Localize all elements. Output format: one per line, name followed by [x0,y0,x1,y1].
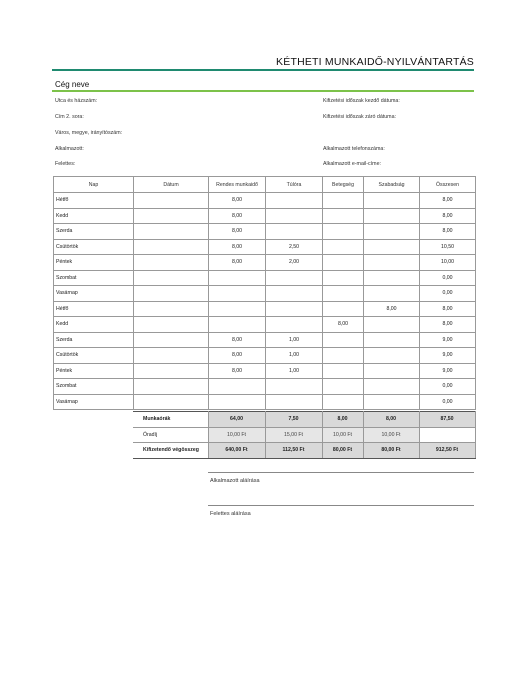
cell-total: 0,00 [420,270,476,286]
cell-day: Csütörtök [54,348,134,364]
summary-rate-row [133,427,475,443]
cell-overtime[interactable]: 1,00 [266,332,323,348]
summary-rate-regular[interactable]: 10,00 Ft [208,427,265,443]
cell-overtime[interactable]: 2,50 [266,239,323,255]
header-sick: Betegség [323,177,364,193]
cell-day: Szerda [54,224,134,240]
cell-date[interactable] [134,363,209,379]
employee-phone-label: Alkalmazott telefonszáma: [323,146,385,152]
summary-table [133,411,476,459]
cell-vacation[interactable] [364,363,420,379]
cell-date[interactable] [134,317,209,333]
cell-overtime[interactable] [266,208,323,224]
cell-regular[interactable]: 8,00 [209,255,266,271]
cell-date[interactable] [134,208,209,224]
cell-sick[interactable] [323,363,364,379]
cell-total: 9,00 [420,363,476,379]
summary-total-vacation: 80,00 Ft [363,443,419,459]
city-field[interactable] [55,130,122,136]
cell-vacation[interactable] [364,270,420,286]
summary-total-regular: 640,00 Ft [208,443,265,459]
cell-vacation[interactable] [364,239,420,255]
cell-overtime[interactable] [266,301,323,317]
cell-total: 0,00 [420,379,476,395]
manager-label: Felettes: [55,161,76,167]
cell-regular[interactable] [209,286,266,302]
cell-vacation[interactable] [364,286,420,302]
cell-day: Vasárnap [54,394,134,410]
summary-rate-sick[interactable]: 10,00 Ft [322,427,363,443]
cell-regular[interactable] [209,394,266,410]
header-vacation: Szabadság [364,177,420,193]
table-row [54,317,476,333]
cell-total: 0,00 [420,394,476,410]
table-row [54,286,476,302]
cell-sick[interactable]: 8,00 [323,317,364,333]
cell-total: 10,00 [420,255,476,271]
cell-regular[interactable] [209,301,266,317]
table-row [54,363,476,379]
cell-overtime[interactable]: 1,00 [266,363,323,379]
manager-field[interactable] [55,161,75,167]
table-row [54,332,476,348]
table-row [54,394,476,410]
summary-rate-total [419,427,475,443]
cell-regular[interactable]: 8,00 [209,224,266,240]
cell-day: Szerda [54,332,134,348]
cell-regular[interactable] [209,317,266,333]
summary-rate-overtime[interactable]: 15,00 Ft [265,427,322,443]
street-field[interactable] [55,98,97,104]
cell-total: 0,00 [420,286,476,302]
table-row [54,208,476,224]
table-row [54,348,476,364]
summary-hours-row [133,412,475,428]
summary-total-row [133,443,475,459]
cell-total: 9,00 [420,332,476,348]
cell-total: 8,00 [420,224,476,240]
title-divider [52,69,474,71]
table-row [54,239,476,255]
employee-label: Alkalmazott: [55,146,84,152]
header-day: Nap [54,177,134,193]
header-overtime: Túlóra [266,177,323,193]
summary-hours-regular: 64,00 [208,412,265,428]
cell-day: Szombat [54,379,134,395]
cell-vacation[interactable]: 8,00 [364,301,420,317]
cell-date[interactable] [134,270,209,286]
period-start-field[interactable] [323,98,400,104]
cell-vacation[interactable] [364,193,420,209]
cell-date[interactable] [134,224,209,240]
cell-sick[interactable] [323,332,364,348]
cell-date[interactable] [134,348,209,364]
cell-regular[interactable]: 8,00 [209,193,266,209]
table-row [54,301,476,317]
summary-hours-label: Munkaórák [133,412,208,428]
cell-date[interactable] [134,332,209,348]
cell-vacation[interactable] [364,379,420,395]
cell-total: 8,00 [420,317,476,333]
employee-signature-line[interactable] [208,472,474,473]
summary-hours-vacation: 8,00 [363,412,419,428]
cell-overtime[interactable] [266,193,323,209]
cell-total: 10,50 [420,239,476,255]
cell-sick[interactable] [323,270,364,286]
cell-vacation[interactable] [364,255,420,271]
summary-hours-overtime: 7,50 [265,412,322,428]
summary-rate-label: Óradíj [133,427,208,443]
cell-sick[interactable] [323,208,364,224]
cell-day: Hétfő [54,301,134,317]
cell-total: 8,00 [420,301,476,317]
cell-date[interactable] [134,379,209,395]
address2-label: Cím 2. sora: [55,114,84,120]
summary-hours-total: 87,50 [419,412,475,428]
cell-sick[interactable] [323,239,364,255]
cell-regular[interactable]: 8,00 [209,239,266,255]
cell-vacation[interactable] [364,317,420,333]
employee-email-label: Alkalmazott e-mail-címe: [323,161,381,167]
cell-overtime[interactable] [266,379,323,395]
cell-sick[interactable] [323,224,364,240]
table-row [54,193,476,209]
cell-day: Szombat [54,270,134,286]
cell-day: Kedd [54,208,134,224]
summary-total-overtime: 112,50 Ft [265,443,322,459]
cell-overtime[interactable] [266,317,323,333]
cell-overtime[interactable] [266,270,323,286]
table-header-row [54,177,476,193]
table-row [54,270,476,286]
cell-regular[interactable]: 8,00 [209,332,266,348]
summary-rate-vacation[interactable]: 10,00 Ft [363,427,419,443]
manager-signature-label: Felettes aláírása [210,511,251,517]
page-title: KÉTHETI MUNKAIDŐ-NYILVÁNTARTÁS [276,56,474,68]
cell-regular[interactable]: 8,00 [209,208,266,224]
header-regular: Rendes munkaidő [209,177,266,193]
cell-vacation[interactable] [364,224,420,240]
cell-regular[interactable]: 8,00 [209,348,266,364]
employee-phone-field[interactable] [323,146,385,152]
cell-total: 9,00 [420,348,476,364]
cell-day: Vasárnap [54,286,134,302]
cell-total: 8,00 [420,208,476,224]
cell-overtime[interactable] [266,286,323,302]
header-total: Összesen [420,177,476,193]
period-start-label: Kifizetési időszak kezdő dátuma: [323,98,400,104]
cell-sick[interactable] [323,255,364,271]
cell-overtime[interactable] [266,394,323,410]
cell-regular[interactable] [209,270,266,286]
period-end-field[interactable] [323,114,396,120]
cell-day: Hétfő [54,193,134,209]
city-label: Város, megye, irányítószám: [55,130,123,136]
summary-hours-sick: 8,00 [322,412,363,428]
cell-sick[interactable] [323,286,364,302]
period-end-label: Kifizetési időszak záró dátuma: [323,114,397,120]
cell-date[interactable] [134,193,209,209]
cell-vacation[interactable] [364,332,420,348]
cell-date[interactable] [134,286,209,302]
cell-overtime[interactable]: 1,00 [266,348,323,364]
cell-sick[interactable] [323,394,364,410]
summary-total-grand: 912,50 Ft [419,443,475,459]
cell-sick[interactable] [323,348,364,364]
table-row [54,379,476,395]
cell-overtime[interactable] [266,224,323,240]
cell-vacation[interactable] [364,394,420,410]
header-date: Dátum [134,177,209,193]
cell-date[interactable] [134,301,209,317]
cell-sick[interactable] [323,379,364,395]
company-name[interactable]: Cég neve [55,80,90,89]
table-row [54,224,476,240]
employee-field[interactable] [55,146,84,152]
cell-overtime[interactable]: 2,00 [266,255,323,271]
cell-total: 8,00 [420,193,476,209]
cell-regular[interactable] [209,379,266,395]
cell-vacation[interactable] [364,348,420,364]
employee-email-field[interactable] [323,161,381,167]
cell-vacation[interactable] [364,208,420,224]
summary-total-label: Kifizetendő végösszeg [133,443,208,459]
cell-regular[interactable]: 8,00 [209,363,266,379]
cell-sick[interactable] [323,301,364,317]
manager-signature-line[interactable] [208,505,474,506]
cell-sick[interactable] [323,193,364,209]
cell-date[interactable] [134,255,209,271]
cell-day: Péntek [54,363,134,379]
table-row [54,255,476,271]
timesheet-table [53,176,476,410]
cell-date[interactable] [134,394,209,410]
address2-field[interactable] [55,114,84,120]
street-label: Utca és házszám: [55,98,98,104]
employee-signature-label: Alkalmazott aláírása [210,478,260,484]
cell-day: Kedd [54,317,134,333]
summary-total-sick: 80,00 Ft [322,443,363,459]
cell-day: Csütörtök [54,239,134,255]
company-divider [52,90,474,92]
cell-date[interactable] [134,239,209,255]
cell-day: Péntek [54,255,134,271]
